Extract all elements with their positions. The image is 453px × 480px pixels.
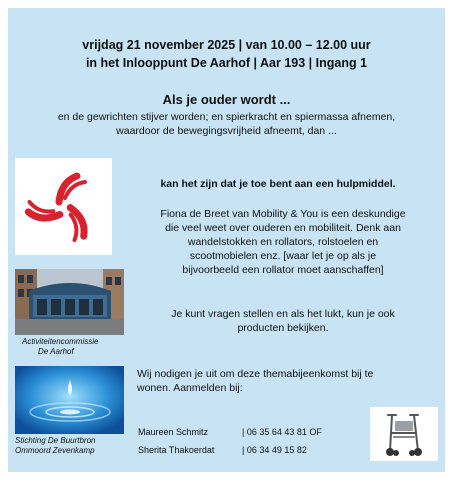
invitation-paragraph — [137, 367, 437, 395]
building-caption-line-1: Activiteitencommissie — [22, 337, 99, 346]
organization-logo — [15, 158, 112, 255]
lead-text: kan het zijn dat je toe bent aan een hulpmiddel. — [160, 178, 396, 190]
description-line: bijvoorbeeld een rollator moet aanschaffen] — [182, 264, 384, 276]
intro-line-1: en de gewrichten stijver worden; en spierkracht en spiermassa afnemen, — [57, 111, 396, 123]
flyer — [8, 8, 445, 472]
contact-name: Sherita Thakoerdat — [138, 445, 215, 455]
logo-arm — [59, 176, 85, 202]
contact-phone: | 06 35 64 43 81 OF — [242, 427, 322, 437]
description-line: scootmobielen enz. [waar let je op als je — [189, 250, 377, 262]
intro-title: Als je ouder wordt ... — [162, 92, 291, 107]
intro-line-2: waardoor de bewegingsvrijheid afneemt, dan ... — [116, 125, 337, 137]
contact-row — [138, 422, 322, 440]
rollator-image — [370, 407, 438, 461]
spiral-logo-icon — [15, 158, 112, 255]
water-caption-line-1: Stichting De Buurtbron — [15, 436, 96, 445]
invitation-line: Wij nodigen je uit om deze themabijeenkomst bij te — [137, 368, 374, 380]
water-caption-line-2: Ommoord Zevenkamp — [15, 446, 95, 455]
description-line: Fiona de Breet van Mobility & You is een deskundige — [160, 208, 406, 220]
building-caption-line-2: De Aarhof — [38, 347, 74, 356]
questions-line: producten bekijken. — [237, 322, 329, 334]
rollator-icon — [370, 407, 438, 461]
event-date-time: vrijdag 21 november 2025 | van 10.00 – 12.00 uur — [82, 38, 371, 52]
questions-paragraph — [128, 307, 438, 335]
description-paragraph — [128, 207, 438, 277]
contact-name: Maureen Schmitz — [138, 427, 209, 437]
event-location: in het Inlooppunt De Aarhof | Aar 193 | Ingang 1 — [85, 56, 368, 70]
contact-row — [138, 440, 322, 458]
invitation-line: wonen. Aanmelden bij: — [137, 382, 243, 394]
water-drop-photo — [15, 366, 124, 434]
description-line: wandelstokken en rollators, rolstoelen en — [187, 236, 379, 248]
contact-list — [138, 422, 322, 458]
contact-phone: | 06 34 49 15 82 — [242, 445, 307, 455]
building-photo — [15, 269, 124, 335]
description-line: die veel weet over ouderen en mobiliteit. Denk aan — [165, 222, 401, 234]
questions-line: Je kunt vragen stellen en als het lukt, kun je ook — [171, 308, 395, 320]
